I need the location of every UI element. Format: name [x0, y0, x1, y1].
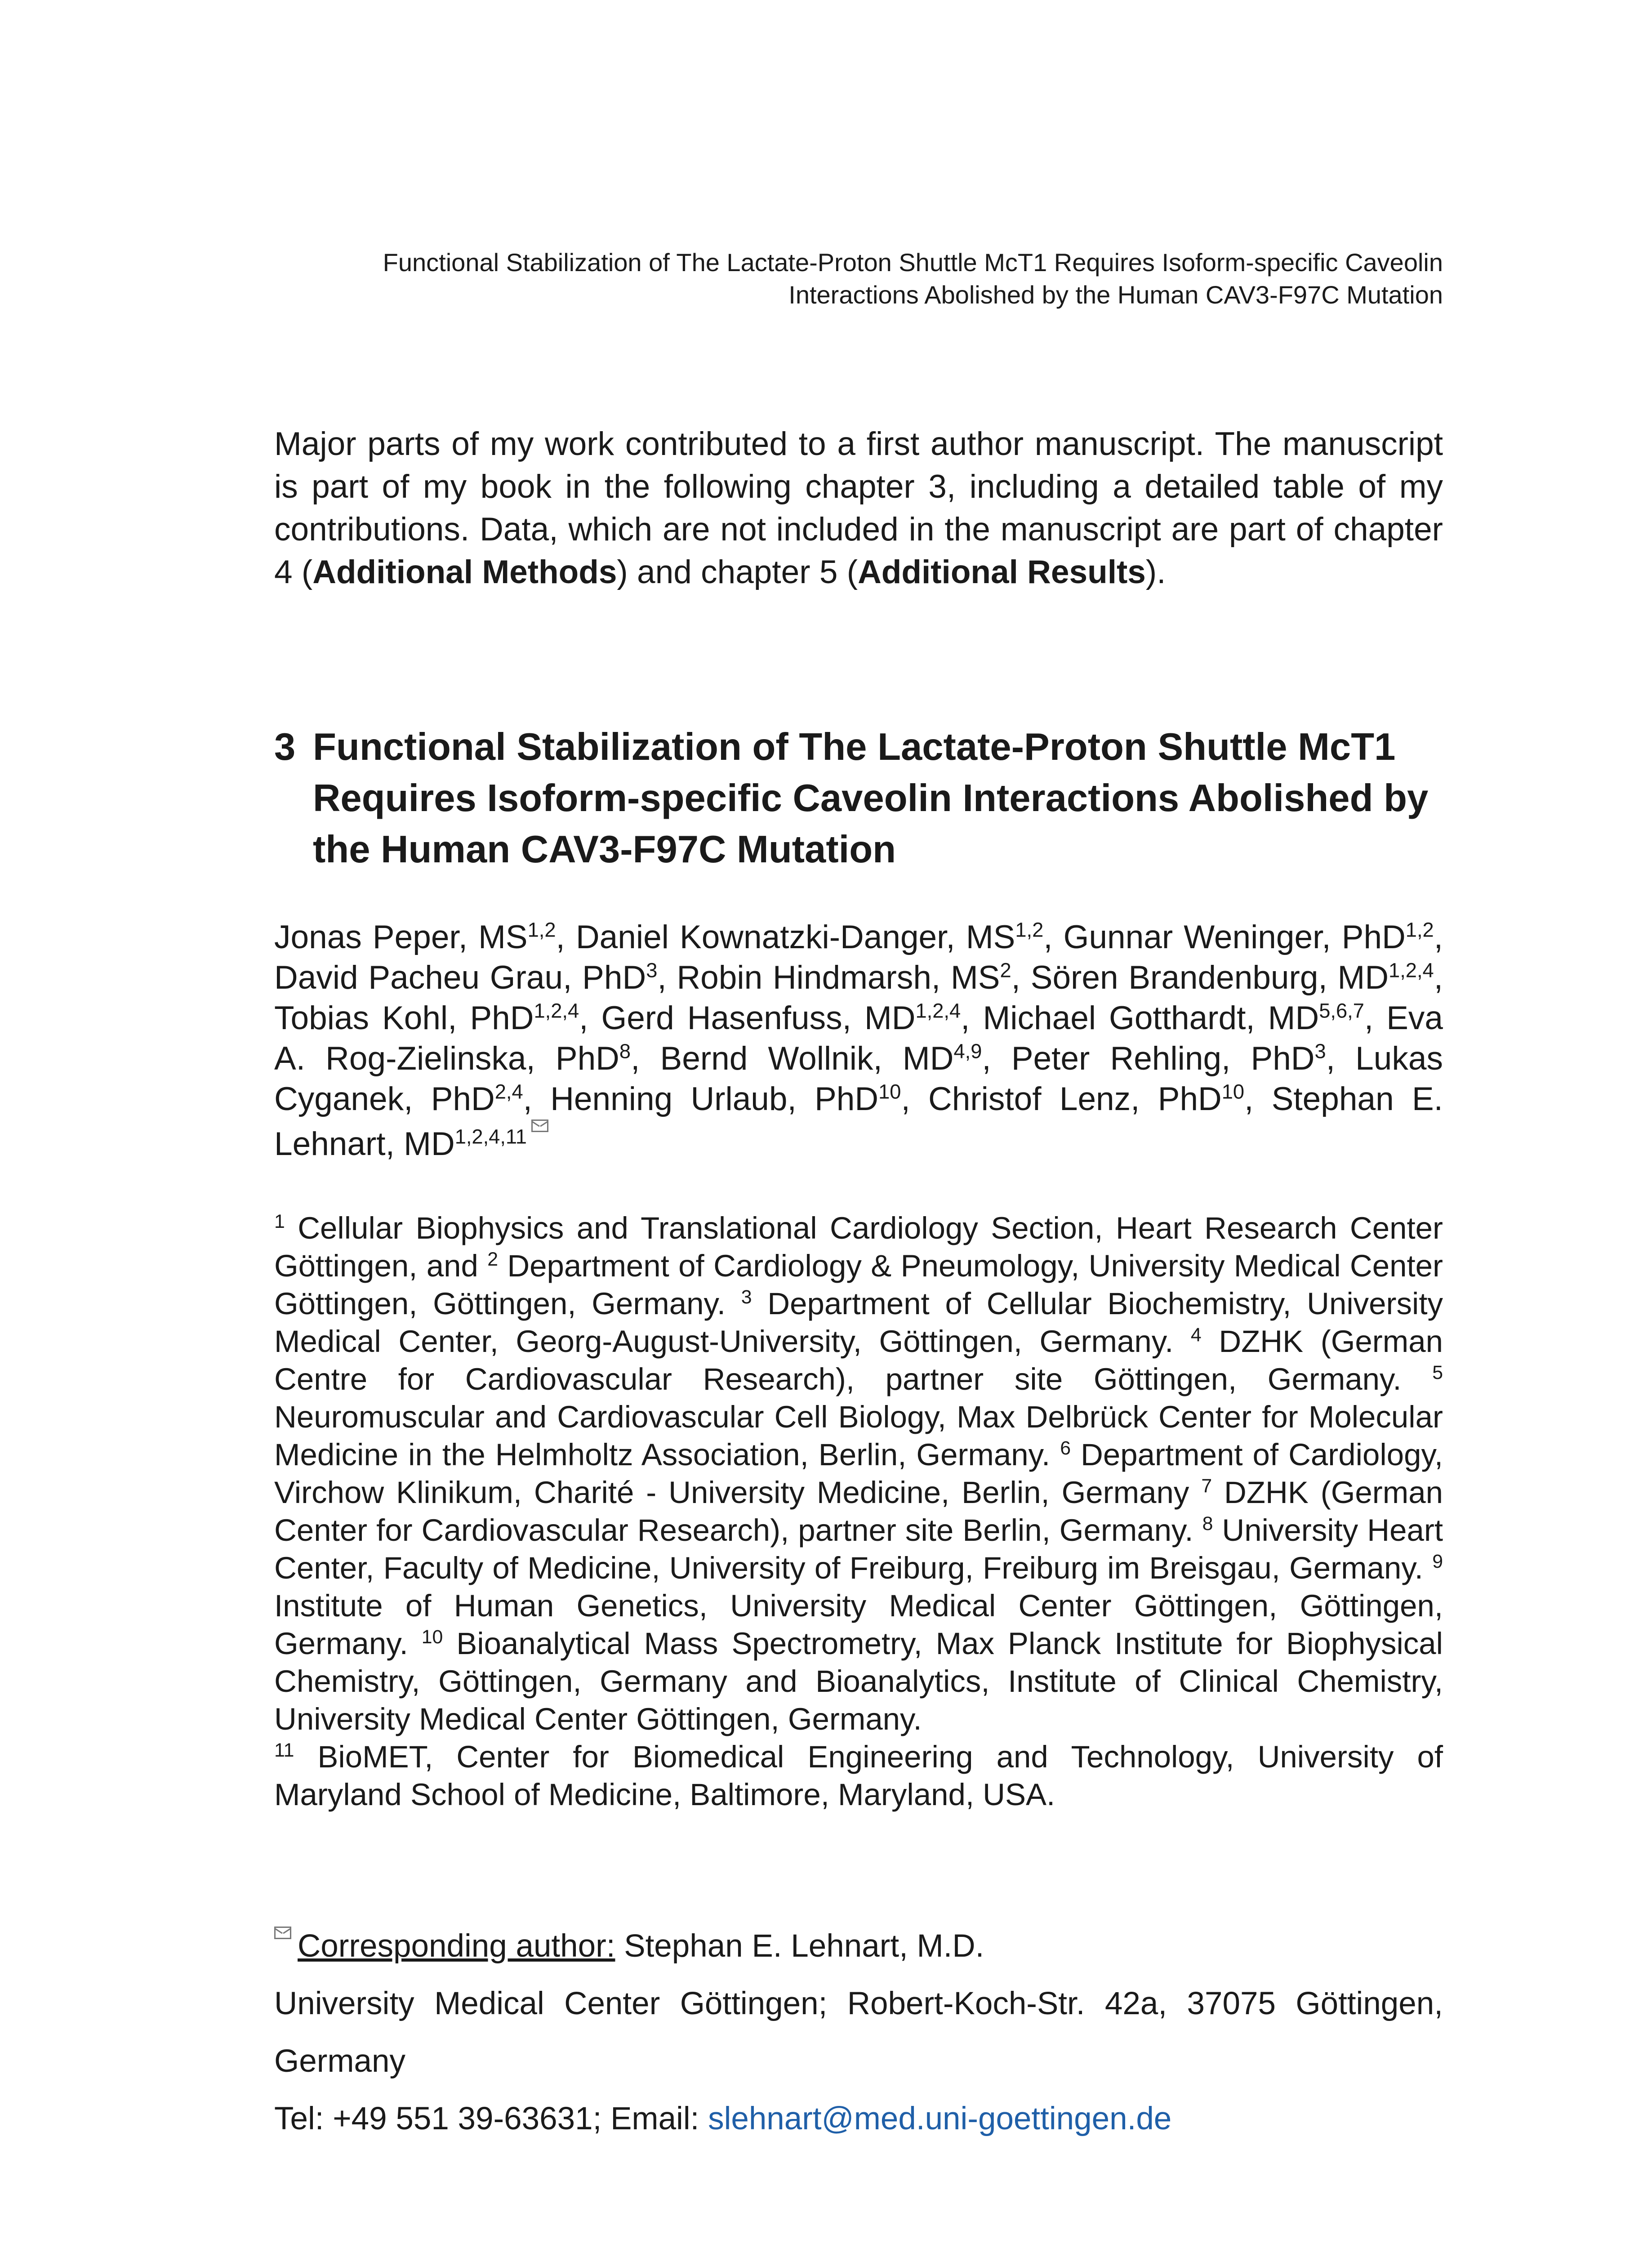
correspondence-address: University Medical Center Göttingen; Robert-Koch-Str. 42a, 37075 Göttingen, — [274, 1986, 1443, 2021]
author-name: Michael Gotthardt, MD — [983, 1000, 1319, 1036]
author-name: Daniel Kownatzki-Danger, MS — [575, 919, 1015, 955]
author-list: Jonas Peper, MS$^{1,2}$, Daniel Kownatzki-Danger, MS$^{1,2}$, Gunnar Weninger, PhD$^{1,2}$, David Pacheu Grau, PhD$^3$, Robin Hindmarsh, $MS^2$, Sören Brandenburg, MD$^{1,2,4}$, Tobias Kohl, PhD$^{1,2,4}$, Gerd Hasenfuss, MD$^{1,2,4}$, Michael Gotthardt, MD$^{5,6,7}$, Eva A. Rog-Zielinska, PhD$^8$, Bernd Wollnik, MD$^{4,9}$, Peter Rehling, PhD$^3$, Lukas Cyganek, PhD$^{2,4}$, Henning Urlaub, PhD$^{10}$, Christof Lenz, PhD$^{10}$, Stephan E. Lehnart, MD$^{1,2,4,11}$ — [274, 918, 1443, 1163]
affiliation-number: 5 — [1432, 1362, 1443, 1383]
email-link[interactable]: slehnart@med.uni-goettingen.de — [708, 2101, 1172, 2136]
affiliation-text: DZHK (German Center for Cardiovascular Research), partner site Berlin, Germany. — [274, 1475, 1443, 1548]
affiliation-text: Cellular Biophysics and Translational Cardiology Section, Heart Research Center Göttingen, and — [274, 1211, 1443, 1283]
author-affiliation-sup: 10 — [1221, 1080, 1245, 1103]
author-affiliation-sup: 4,9 — [953, 1039, 982, 1063]
author — [660, 1040, 982, 1077]
affiliation-text: BioMET, Center for Biomedical Engineering and Technology, University of Maryland School of Medicine, Baltimore, Maryland, USA. — [274, 1740, 1443, 1812]
intro-bold-methods: Additional Methods — [312, 554, 617, 590]
author — [1031, 959, 1434, 996]
author-name: David Pacheu Grau, PhD — [274, 959, 646, 996]
section-title: Functional Stabilization of The Lactate-Proton Shuttle McT1 Requires Isoform-specific Caveolin Interactions Abolished by the Human CAV3-F97C Mutation — [313, 726, 1429, 871]
author-affiliation-sup: 1,2,4,11 — [454, 1125, 527, 1148]
author — [274, 919, 556, 955]
affiliation-number: 4 — [1190, 1324, 1202, 1346]
author — [928, 1081, 1244, 1117]
author-affiliation-sup: 1,2 — [1405, 918, 1434, 941]
affiliation-number: 1 — [274, 1211, 285, 1232]
affiliation-number: 2 — [487, 1249, 498, 1270]
affiliation-text: DZHK (German Centre for Cardiovascular Research), partner site Göttingen, Germany. — [274, 1324, 1443, 1396]
intro-text-3: ). — [1145, 554, 1166, 590]
correspondence-tel: Tel: +49 551 39-63631; Email: — [274, 2101, 708, 2136]
envelope-icon — [531, 1120, 548, 1132]
author-affiliation-sup: 3 — [646, 959, 658, 982]
correspondence-block — [274, 1918, 1443, 2148]
author-affiliation-sup: 1,2 — [527, 918, 556, 941]
author-affiliation-sup: 10 — [878, 1080, 901, 1103]
author — [677, 959, 1011, 996]
author — [983, 1000, 1364, 1036]
author-name: Peter Rehling, PhD — [1011, 1040, 1315, 1077]
affiliation-number: 9 — [1432, 1551, 1443, 1572]
intro-text-1: Major parts of my work contributed to a first author manuscript. The manuscript is part of my book in the following chapter 3, including a detailed table of my contributions. Data, which are not included in the manuscript are part of chapter 4 ( — [274, 426, 1443, 590]
affiliation-number: 8 — [1202, 1513, 1213, 1534]
affiliation-text: Department of Cardiology, Virchow Klinikum, Charité - University Medicine, Berlin, Germany — [274, 1437, 1443, 1510]
section-number: 3 — [274, 726, 296, 768]
author-name: Henning Urlaub, PhD — [550, 1081, 879, 1117]
author-name: Sören Brandenburg, MD — [1030, 959, 1389, 996]
affiliation-list — [274, 1209, 1443, 1814]
author-name: Jonas Peper, MS — [274, 919, 528, 955]
affiliation-text: Institute of Human Genetics, University Medical Center Göttingen, Göttingen, Germany. — [274, 1588, 1443, 1661]
author-name: Christof Lenz, PhD — [928, 1081, 1222, 1117]
author-name: Gunnar Weninger, PhD — [1063, 919, 1406, 955]
author — [1011, 1040, 1326, 1077]
affiliation-number: 7 — [1201, 1475, 1212, 1497]
author-affiliation-sup: 1,2,4 — [534, 999, 579, 1022]
running-header-line-2: Interactions Abolished by the Human CAV3-F97C Mutation — [788, 281, 1443, 309]
affiliation-number: 11 — [274, 1740, 294, 1761]
author-affiliation-sup: 3 — [1314, 1039, 1326, 1063]
author-affiliation-sup: 2 — [1000, 959, 1011, 982]
author-affiliation-sup: 8 — [619, 1039, 631, 1063]
correspondence-contact — [274, 2090, 1443, 2148]
author-name: Bernd Wollnik, MD — [660, 1040, 954, 1077]
intro-text-2: ) and chapter 5 ( — [617, 554, 858, 590]
affiliation-text: Bioanalytical Mass Spectrometry, Max Planck Institute for Biophysical Chemistry, Göttingen, Germany and Bioanalytics, Institute of Clinical Chemistry, University Medical Center Göttingen, Germany. — [274, 1626, 1443, 1736]
author-name: Tobias Kohl, PhD — [274, 1000, 534, 1036]
affiliation-text: Department of Cardiology & Pneumology, University Medical Center Göttingen, Göttingen, Germany. — [274, 1249, 1443, 1321]
author — [274, 1000, 579, 1036]
envelope-icon — [274, 1927, 291, 1939]
corresponding-author-label: Corresponding author: — [298, 1928, 615, 1964]
affiliation-text: Neuromuscular and Cardiovascular Cell Biology, Max Delbrück Center for Molecular Medicine in the Helmholtz Association, Berlin, Germany. — [274, 1400, 1443, 1472]
running-header-line-1: Functional Stabilization of The Lactate-Proton Shuttle McT1 Requires Isoform-specific Caveolin — [383, 248, 1443, 277]
author — [550, 1081, 901, 1117]
section-heading — [274, 722, 1443, 875]
author-affiliation-sup: 1,2,4 — [915, 999, 961, 1022]
affiliation-text: Department of Cellular Biochemistry, University Medical Center, Georg-August-University, Göttingen, Germany. — [274, 1286, 1443, 1359]
intro-paragraph — [274, 423, 1443, 593]
author-name: Lukas Cyganek, PhD — [274, 1040, 1443, 1117]
author-affiliation-sup: 5,6,7 — [1319, 999, 1364, 1022]
affiliation-number: 10 — [421, 1626, 443, 1648]
author — [1064, 919, 1434, 955]
corresponding-author-line — [274, 1918, 1443, 1975]
author-affiliation-sup: 2,4 — [494, 1080, 523, 1103]
corresponding-author-name: Stephan E. Lehnart, M.D. — [615, 1928, 984, 1964]
affiliation-number: 6 — [1060, 1437, 1071, 1459]
author — [601, 1000, 961, 1036]
author-affiliation-sup: 1,2,4 — [1389, 959, 1434, 982]
author-affiliation-sup: 1,2 — [1015, 918, 1044, 941]
author-name: Robin Hindmarsh, MS — [677, 959, 1000, 996]
correspondence-country: Germany — [274, 2043, 405, 2079]
author-name: Stephan E. Lehnart, MD — [274, 1081, 1443, 1163]
author — [576, 919, 1043, 955]
document-page — [274, 0, 1443, 2248]
author-name: Eva A. Rog-Zielinska, PhD — [274, 1000, 1443, 1077]
intro-bold-results: Additional Results — [858, 554, 1146, 590]
running-header — [274, 246, 1443, 311]
affiliation-text: University Heart Center, Faculty of Medicine, University of Freiburg, Freiburg im Breisgau, Germany. — [274, 1513, 1443, 1585]
affiliation-number: 3 — [741, 1286, 752, 1308]
author-name: Gerd Hasenfuss, MD — [601, 1000, 916, 1036]
author — [274, 959, 657, 996]
